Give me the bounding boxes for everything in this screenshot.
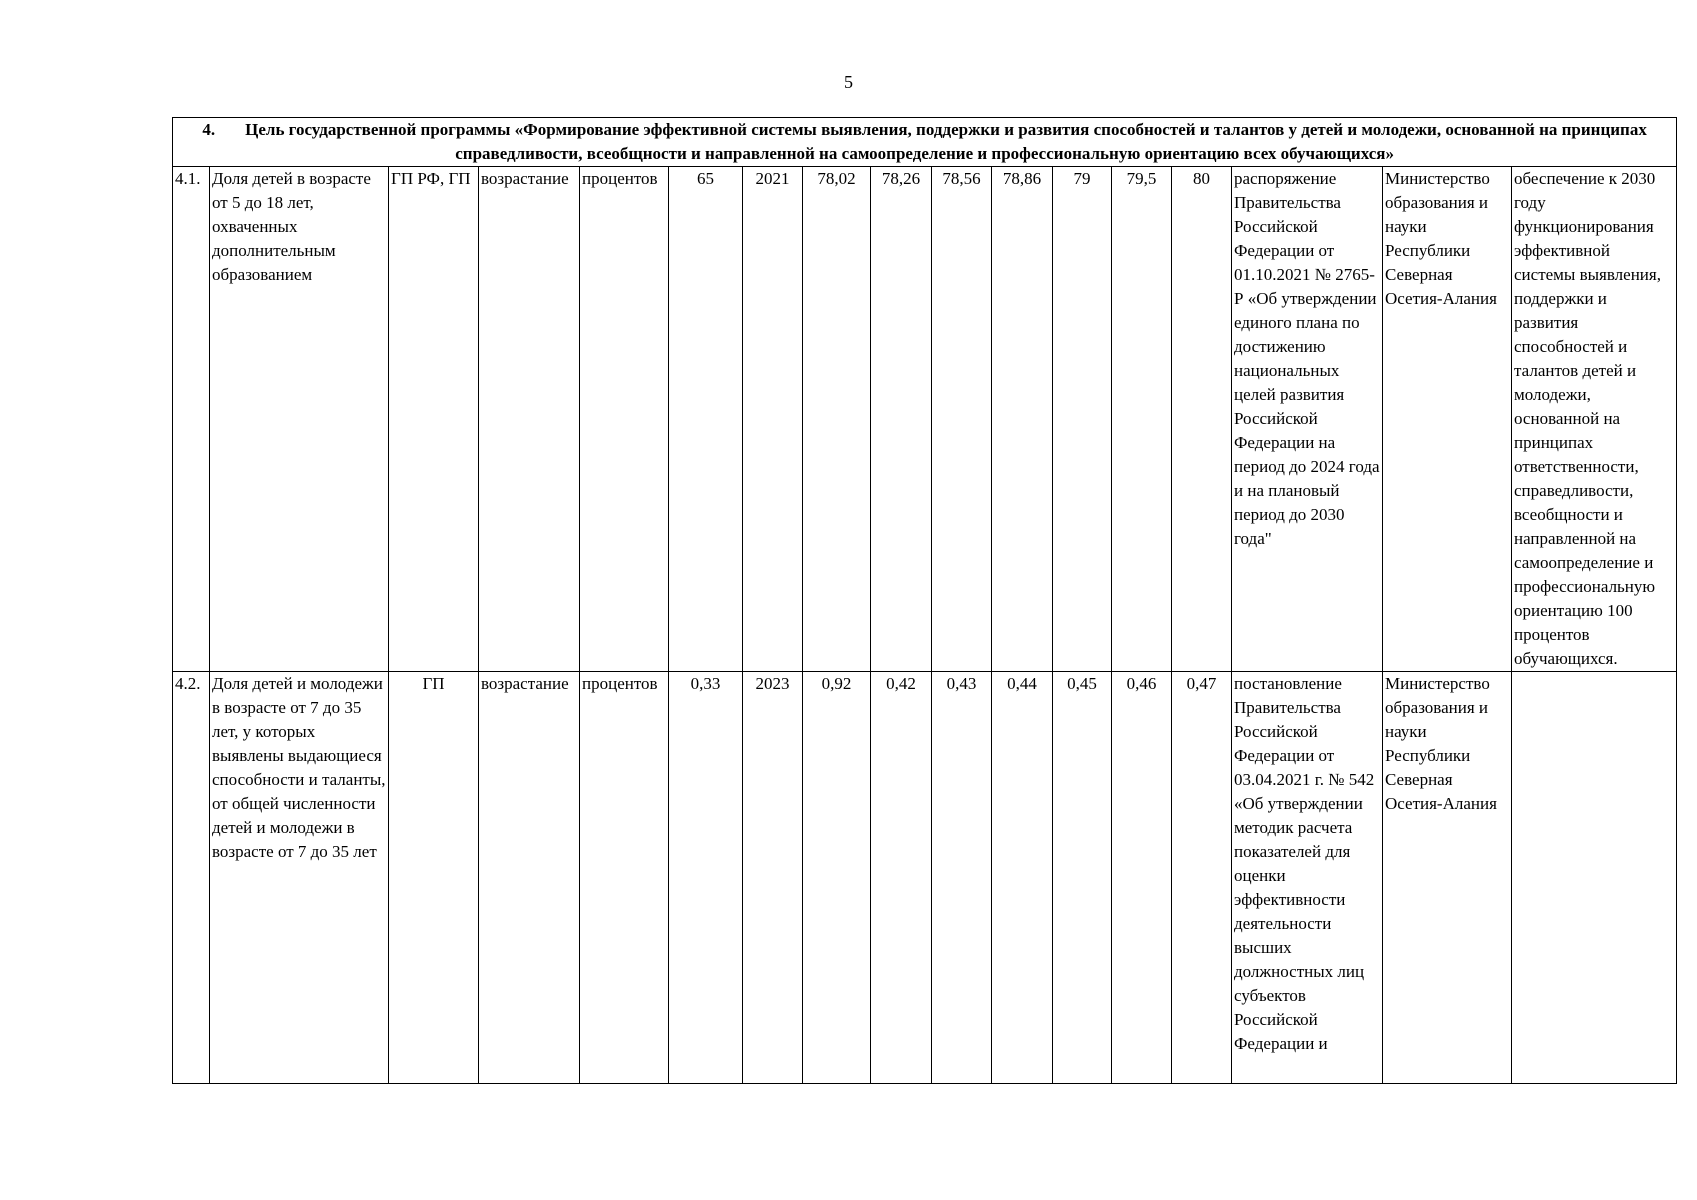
table-row [173, 167, 1677, 672]
link-cell: обеспечение к 2030 году функционирования эффективной системы выявления, поддержки и развития способностей и талантов детей и молодежи, основанной на принципах ответственности, справедливости, всеобщности и направленной на самоопределение и профессиональную ориентацию 100 процентов обучающихся. [1512, 167, 1677, 672]
value-cell: 0,43 [932, 672, 992, 1084]
indicator-trend: возрастание [479, 672, 580, 1084]
indicator-unit: процентов [580, 672, 669, 1084]
row-number: 4.1. [173, 167, 210, 672]
value-cell: 0,44 [992, 672, 1053, 1084]
base-value: 65 [669, 167, 743, 672]
value-cell: 0,47 [1172, 672, 1232, 1084]
section-title: Цель государственной программы «Формирование эффективной системы выявления, поддержки и развития способностей и талантов у детей и молодежи, основанной на принципах справедливости, всеобщности и направленной на самоопределение и профессиональную ориентацию всех обучающихся» [245, 120, 1647, 163]
section-title-cell [173, 118, 1677, 167]
row-number: 4.2. [173, 672, 210, 1084]
document-cell: постановление Правительства Российской Федерации от 03.04.2021 г. № 542 «Об утверждении методик расчета показателей для оценки эффективности деятельности высших должностных лиц субъектов Российской Федерации и [1232, 672, 1383, 1084]
indicators-table [172, 117, 1677, 1084]
value-cell: 78,02 [803, 167, 871, 672]
base-year: 2021 [743, 167, 803, 672]
base-year: 2023 [743, 672, 803, 1084]
indicator-level: ГП РФ, ГП [389, 167, 479, 672]
value-cell: 79,5 [1112, 167, 1172, 672]
value-cell: 0,46 [1112, 672, 1172, 1084]
indicator-name: Доля детей и молодежи в возрасте от 7 до 35 лет, у которых выявлены выдающиеся способности и таланты, от общей численности детей и молодежи в возрасте от 7 до 35 лет [210, 672, 389, 1084]
indicator-level: ГП [389, 672, 479, 1084]
table-row [173, 672, 1677, 1084]
responsible-cell: Министерство образования и науки Республики Северная Осетия-Алания [1383, 672, 1512, 1084]
value-cell: 79 [1053, 167, 1112, 672]
base-value: 0,33 [669, 672, 743, 1084]
indicator-name: Доля детей в возрасте от 5 до 18 лет, охваченных дополнительным образованием [210, 167, 389, 672]
value-cell: 78,26 [871, 167, 932, 672]
indicator-trend: возрастание [479, 167, 580, 672]
document-cell: распоряжение Правительства Российской Федерации от 01.10.2021 № 2765-Р «Об утверждении единого плана по достижению национальных целей развития Российской Федерации на период до 2024 года и на плановый период до 2030 года" [1232, 167, 1383, 672]
page-number: 5 [844, 72, 853, 92]
section-header-row [173, 118, 1677, 167]
responsible-cell: Министерство образования и науки Республики Северная Осетия-Алания [1383, 167, 1512, 672]
value-cell: 78,56 [932, 167, 992, 672]
value-cell: 78,86 [992, 167, 1053, 672]
section-number: 4. [202, 120, 216, 139]
value-cell: 0,45 [1053, 672, 1112, 1084]
link-cell [1512, 672, 1677, 1084]
indicator-unit: процентов [580, 167, 669, 672]
value-cell: 80 [1172, 167, 1232, 672]
value-cell: 0,42 [871, 672, 932, 1084]
value-cell: 0,92 [803, 672, 871, 1084]
